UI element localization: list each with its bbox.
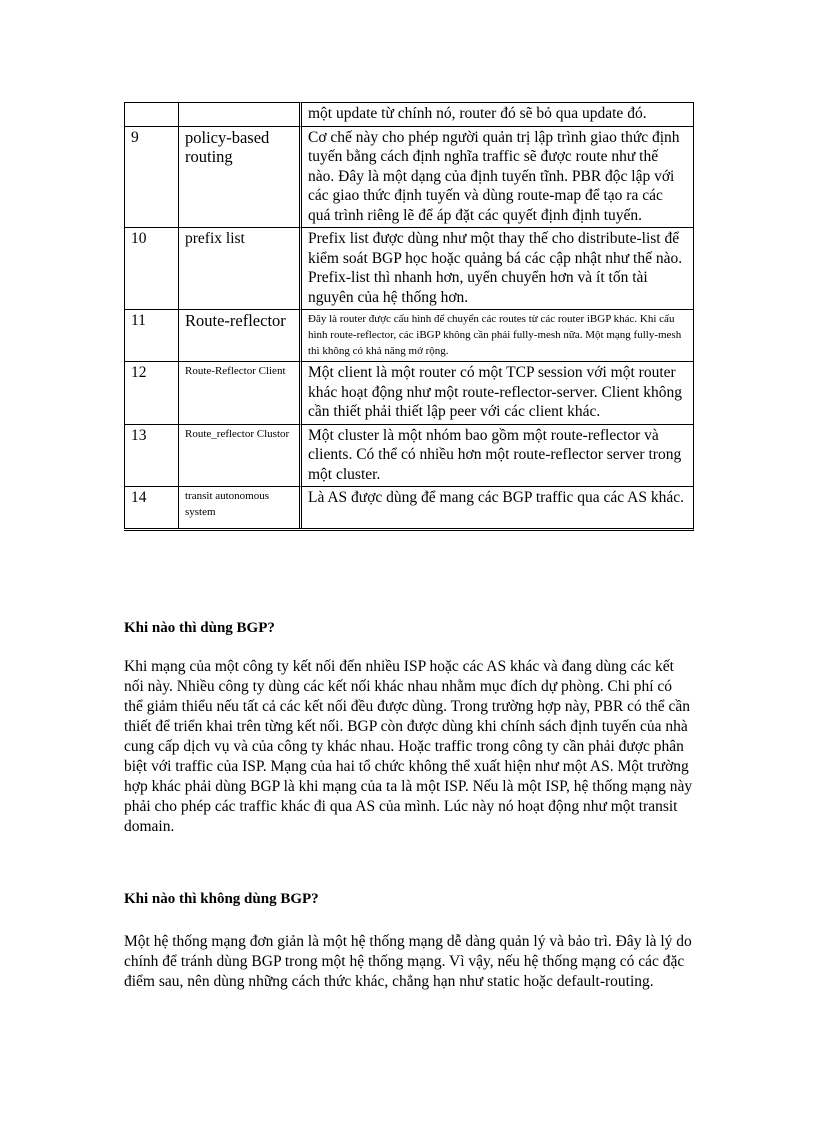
row-number: 13: [124, 424, 178, 487]
table-row: [124, 361, 693, 424]
row-term: [178, 102, 299, 126]
bgp-terms-table: [124, 102, 694, 531]
table-row: [124, 424, 693, 487]
row-description: Một cluster là một nhóm bao gồm một route-reflector và clients. Có thể có nhiều hơn một route-reflector server trong một cluster.: [299, 424, 693, 487]
row-term: prefix list: [178, 227, 299, 309]
row-term: policy-based routing: [178, 126, 299, 228]
section-body-when-not-use-bgp: Một hệ thống mạng đơn giản là một hệ thống mạng dễ dàng quản lý và bảo trì. Đây là lý do chính để tránh dùng BGP trong một hệ thống mạng. Vì vậy, nếu hệ thống mạng có các đặc điểm sau, nên dùng những cách thức khác, chẳng hạn như static hoặc default-routing.: [124, 933, 692, 990]
row-description: Prefix list được dùng như một thay thế cho distribute-list để kiểm soát BGP học hoặc quảng bá các cập nhật như thế nào. Prefix-list thì nhanh hơn, uyển chuyển hơn và ít tốn tài nguyên của hệ thống hơn.: [299, 227, 693, 309]
row-term: transit autonomous system: [178, 486, 299, 528]
row-term: Route-Reflector Client: [178, 361, 299, 424]
row-number: 10: [124, 227, 178, 309]
table-row: [124, 102, 693, 126]
section-heading-when-use-bgp: Khi nào thì dùng BGP?: [124, 620, 275, 636]
row-term: Route-reflector: [178, 309, 299, 361]
table-row: [124, 309, 693, 361]
row-term: Route_reflector Clustor: [178, 424, 299, 487]
row-description: Đây là router được cấu hình để chuyển các routes từ các router iBGP khác. Khi cấu hình route-reflector, các iBGP không cần phải fully-mesh nữa. Một mạng fully-mesh thì không có khả năng mở rộng.: [299, 309, 693, 361]
row-number: 11: [124, 309, 178, 361]
section-heading-when-not-use-bgp: Khi nào thì không dùng BGP?: [124, 891, 319, 907]
row-number: 14: [124, 486, 178, 528]
row-description: Là AS được dùng để mang các BGP traffic qua các AS khác.: [299, 486, 693, 528]
row-description: Một client là một router có một TCP session với một router khác hoạt động như một route-reflector-server. Client không cần thiết phải thiết lập peer với các client khác.: [299, 361, 693, 424]
row-number: 9: [124, 126, 178, 228]
row-number: 12: [124, 361, 178, 424]
row-number: [124, 102, 178, 126]
row-description: Cơ chế này cho phép người quản trị lập trình giao thức định tuyến bằng cách định nghĩa traffic sẽ được route như thế nào. Đây là một dạng của định tuyến tĩnh. PBR độc lập với các giao thức định tuyến và dùng route-map để tạo ra các quá trình riêng lẽ để áp đặt các quyết định định tuyến.: [299, 126, 693, 228]
row-description: một update từ chính nó, router đó sẽ bỏ qua update đó.: [299, 102, 693, 126]
table-row: [124, 126, 693, 228]
section-body-when-use-bgp: Khi mạng của một công ty kết nối đến nhiều ISP hoặc các AS khác và đang dùng các kết nối này. Nhiều công ty dùng các kết nối khác nhau nhằm mục đích dự phòng. Chi phí có thể giảm thiểu nếu tất cả các kết nối đều được dùng. Trong trường hợp này, PBR có thể cần thiết để triển khai trên từng kết nối. BGP còn được dùng khi chính sách định tuyến của nhà cung cấp dịch vụ và của công ty khác nhau. Hoặc traffic trong công ty cần phải được phân biệt với traffic của ISP. Mạng của hai tổ chức không thể xuất hiện như một AS. Một trường hợp khác phải dùng BGP là khi mạng của ta là một ISP. Nếu là một ISP, hệ thống mạng này phải cho phép các traffic khác đi qua AS của mình. Lúc này nó hoạt động như một transit domain.: [124, 658, 693, 835]
table-row: [124, 486, 693, 528]
table-row: [124, 227, 693, 309]
